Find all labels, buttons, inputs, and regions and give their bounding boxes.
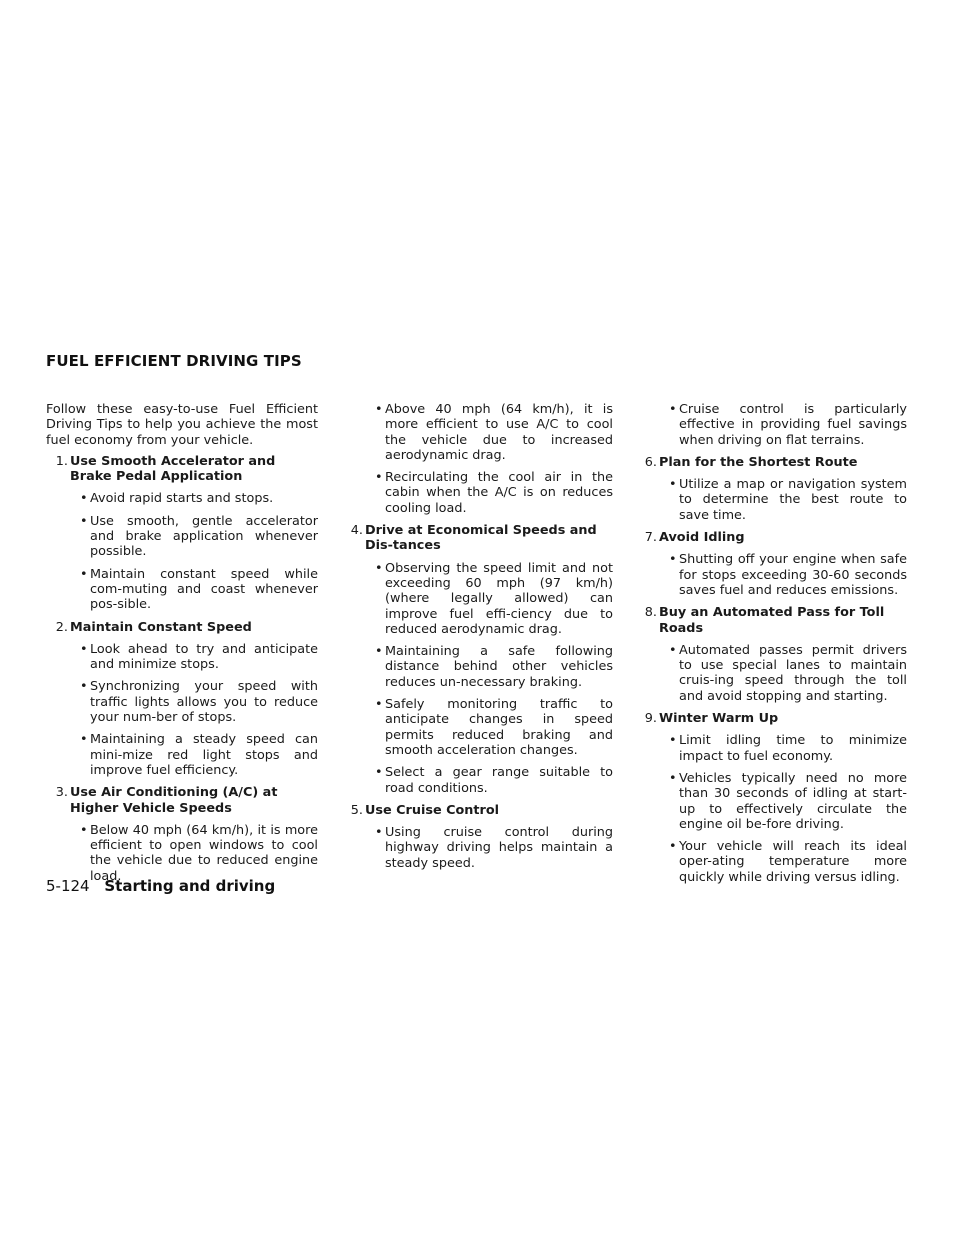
- list-item: • Use smooth, gentle accelerator and brake application whenever possible.: [80, 513, 318, 560]
- tip-title: Use Air Conditioning (A/C) at Higher Vehicle Speeds: [70, 785, 278, 816]
- tip-title: Plan for the Shortest Route: [659, 454, 858, 470]
- tip-number: 9.: [644, 711, 657, 727]
- list-item: • Synchronizing your speed with traffic lights allows you to reduce your num-ber of stops.: [80, 679, 318, 726]
- list-item: • Safely monitoring traffic to anticipate changes in speed permits reduced braking and smooth acceleration changes.: [375, 697, 613, 758]
- tip-number: 6.: [644, 454, 657, 470]
- bullet-icon: •: [669, 770, 677, 786]
- list-item: • Observing the speed limit and not exceeding 60 mph (97 km/h) (where legally allowed) can improve fuel effi-ciency due to reduced aerodynamic drag.: [375, 560, 613, 637]
- column-3: [635, 402, 907, 885]
- tip-section-7: [635, 530, 907, 598]
- tip-title: Maintain Constant Speed: [70, 619, 252, 635]
- tip-section-6: [635, 455, 907, 523]
- list-item: • Recirculating the cool air in the cabin when the A/C is on reduces cooling load.: [375, 470, 613, 516]
- bullet-icon: •: [80, 732, 88, 748]
- bullet-icon: •: [80, 822, 88, 838]
- bullet-icon: •: [669, 839, 677, 855]
- tip-title: Use Cruise Control: [365, 802, 499, 818]
- tip-number: 5.: [350, 802, 363, 818]
- bullet-icon: •: [80, 566, 88, 582]
- bullet-icon: •: [375, 697, 383, 713]
- chapter-title: Starting and driving: [104, 877, 276, 895]
- column-2: [341, 402, 613, 871]
- tip-number: 2.: [55, 619, 68, 635]
- bullet-icon: •: [80, 513, 88, 529]
- page-footer: [46, 877, 275, 895]
- tip-section-8: [635, 605, 907, 704]
- tip-section-2: [46, 620, 318, 779]
- page-number: 5-124: [46, 877, 90, 895]
- tip-title: Winter Warm Up: [659, 711, 779, 727]
- tip-number: 1.: [55, 453, 68, 469]
- bullet-icon: •: [669, 733, 677, 749]
- page-title: FUEL EFFICIENT DRIVING TIPS: [46, 352, 302, 370]
- list-item: • Utilize a map or navigation system to determine the best route to save time.: [669, 477, 907, 523]
- list-item: • Your vehicle will reach its ideal oper-ating temperature more quickly while driving versus idling.: [669, 839, 907, 885]
- tip-title: Avoid Idling: [659, 530, 745, 546]
- bullet-icon: •: [669, 477, 677, 493]
- list-item: • Using cruise control during highway driving helps maintain a steady speed.: [375, 825, 613, 871]
- tip-section-3: [46, 785, 318, 884]
- tip-title: Use Smooth Accelerator and Brake Pedal Application: [70, 453, 276, 485]
- tip-number: 4.: [350, 523, 363, 539]
- tip-section-1: [46, 454, 318, 613]
- list-item: • Maintaining a steady speed can mini-mize red light stops and improve fuel efficiency.: [80, 732, 318, 778]
- bullet-icon: •: [375, 644, 383, 660]
- bullet-icon: •: [375, 765, 383, 781]
- list-item: • Below 40 mph (64 km/h), it is more efficient to open windows to cool the vehicle due to reduced engine load.: [80, 822, 318, 884]
- bullet-icon: •: [375, 825, 383, 841]
- list-item: • Maintaining a safe following distance behind other vehicles reduces un-necessary braking.: [375, 644, 613, 690]
- list-item: • Automated passes permit drivers to use special lanes to maintain cruis-ing speed through the toll and avoid stopping and starting.: [669, 642, 907, 704]
- list-item: • Limit idling time to minimize impact to fuel economy.: [669, 733, 907, 764]
- list-item: • Shutting off your engine when safe for stops exceeding 30-60 seconds saves fuel and reduces emissions.: [669, 552, 907, 598]
- list-item: • Above 40 mph (64 km/h), it is more efficient to use A/C to cool the vehicle due to increased aerodynamic drag.: [375, 402, 613, 463]
- list-item: • Avoid rapid starts and stops.: [80, 491, 274, 507]
- list-item: • Vehicles typically need no more than 30 seconds of idling at start-up to effectively circulate the engine oil be-fore driving.: [669, 770, 907, 832]
- bullet-icon: •: [375, 402, 383, 417]
- bullet-icon: •: [375, 560, 383, 576]
- tip-number: 3.: [55, 785, 68, 801]
- column-1: [46, 402, 318, 884]
- tip-number: 8.: [644, 605, 657, 621]
- bullet-icon: •: [80, 679, 88, 695]
- tip-title: Drive at Economical Speeds and Dis-tances: [365, 523, 597, 554]
- bullet-icon: •: [669, 552, 677, 568]
- tip-number: 7.: [644, 530, 657, 546]
- bullet-icon: •: [669, 642, 677, 658]
- list-item: • Look ahead to try and anticipate and minimize stops.: [80, 641, 318, 673]
- list-item: • Maintain constant speed while com-muting and coast whenever pos-sible.: [80, 566, 318, 613]
- tip-section-4: [341, 523, 613, 796]
- bullet-icon: •: [375, 470, 383, 486]
- bullet-icon: •: [80, 641, 88, 657]
- list-item: • Cruise control is particularly effective in providing fuel savings when driving on flat terrains.: [669, 402, 907, 448]
- bullet-icon: •: [669, 402, 677, 417]
- tip-section-5: [341, 803, 613, 871]
- intro-paragraph: Follow these easy-to-use Fuel Efficient Driving Tips to help you achieve the most fuel economy from your vehicle.: [46, 402, 318, 448]
- bullet-icon: •: [80, 491, 88, 507]
- tip-title: Buy an Automated Pass for Toll Roads: [659, 605, 885, 636]
- tip-section-9: [635, 711, 907, 885]
- list-item: • Select a gear range suitable to road conditions.: [375, 765, 613, 796]
